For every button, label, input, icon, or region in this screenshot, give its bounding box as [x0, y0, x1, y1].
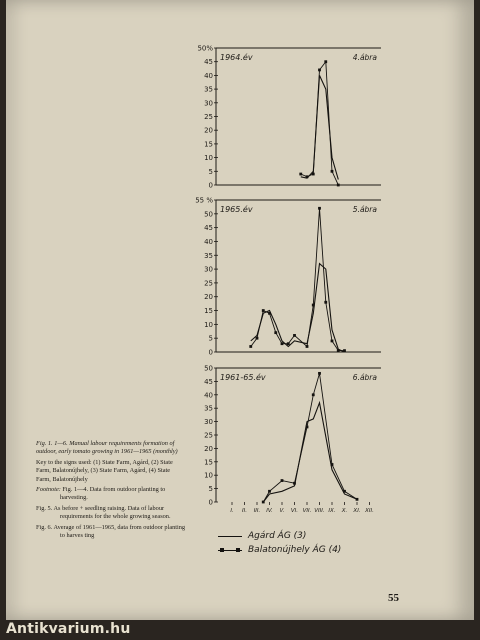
y-tick-label: 20 — [204, 126, 213, 135]
series-marker — [331, 170, 334, 173]
series-marker — [312, 173, 315, 176]
legend — [218, 530, 378, 558]
series-marker — [331, 340, 334, 343]
book-page — [6, 0, 474, 620]
y-tick-label: 45 — [204, 224, 213, 233]
x-tick-label: VIII. — [314, 508, 325, 514]
series-marker — [343, 490, 346, 493]
series-line-2 — [263, 373, 357, 502]
y-tick-label: 40 — [204, 71, 213, 80]
x-tick-label: X. — [341, 508, 348, 514]
series-marker — [343, 349, 346, 352]
y-tick-label: 35 — [204, 251, 213, 260]
series-marker — [337, 349, 340, 352]
series-line-2 — [251, 208, 345, 350]
y-tick-label: 50 — [204, 364, 213, 373]
x-tick-label: XII. — [365, 508, 374, 514]
y-tick-label: 5 — [208, 167, 213, 176]
series-marker — [256, 337, 259, 340]
caption-key: Key to the signs used: (1) State Farm, Agárd, (2) State Farm, Balatonújhely, (3) State Farm, Agárd, (4) State Farm, Balatonújhely — [36, 458, 173, 483]
figure-caption — [36, 440, 186, 542]
footnote-text: Fig. 1—4. Data from outdoor planting to harvesting. — [60, 486, 166, 502]
footnote-label: Footnote: — [36, 486, 61, 494]
series-marker — [249, 345, 252, 348]
y-tick-label: 35 — [204, 85, 213, 94]
y-tick-label: 30 — [204, 418, 213, 427]
series-marker — [262, 309, 265, 312]
y-tick-label: 55 % — [195, 196, 213, 205]
series-marker — [274, 331, 277, 334]
y-tick-label: 40 — [204, 237, 213, 246]
caption-fig6: Fig. 6. Average of 1961—1965, data from outdoor planting to harves ting — [36, 523, 186, 540]
series-marker — [293, 482, 296, 485]
y-tick-label: 10 — [204, 154, 213, 163]
series-line-1 — [301, 75, 339, 179]
y-tick-label: 50% — [197, 44, 213, 53]
series-marker — [268, 490, 271, 493]
y-tick-label: 35 — [204, 404, 213, 413]
y-tick-label: 40 — [204, 391, 213, 400]
panel-title: 1961-65.év — [220, 373, 266, 382]
y-tick-label: 10 — [204, 471, 213, 480]
series-marker — [306, 175, 309, 178]
legend-marker — [220, 548, 224, 552]
series-marker — [318, 69, 321, 72]
panel-figure-label: 4.ábra — [352, 53, 377, 62]
legend-marker — [236, 548, 240, 552]
y-tick-label: 15 — [204, 458, 213, 467]
page-number: 55 — [388, 592, 399, 604]
panel-figure-label: 5.ábra — [352, 205, 377, 214]
x-tick-label: VII. — [302, 508, 312, 514]
series-marker — [293, 334, 296, 337]
series-marker — [318, 372, 321, 375]
series-marker — [312, 393, 315, 396]
series-marker — [287, 342, 290, 345]
y-tick-label: 0 — [208, 348, 213, 357]
y-tick-label: 25 — [204, 279, 213, 288]
legend-item-agard — [218, 530, 378, 544]
legend-item-balatonujhely — [218, 544, 378, 558]
x-tick-label: III. — [253, 508, 261, 514]
x-tick-label: XI. — [353, 508, 361, 514]
panel-figure-label: 6.ábra — [352, 373, 377, 382]
watermark-text: Antikvarium.hu — [6, 621, 131, 637]
x-tick-label: IV. — [266, 508, 273, 514]
series-marker — [306, 426, 309, 429]
legend-label-balatonujhely: Balatonújhely ÁG (4) — [248, 545, 342, 555]
panel-title: 1965.év — [220, 205, 253, 214]
x-tick-label: IX. — [328, 508, 336, 514]
y-tick-label: 30 — [204, 99, 213, 108]
y-tick-label: 30 — [204, 265, 213, 274]
series-marker — [281, 342, 284, 345]
y-tick-label: 5 — [208, 485, 213, 494]
series-marker — [262, 501, 265, 504]
series-marker — [331, 463, 334, 466]
y-tick-label: 15 — [204, 307, 213, 316]
series-marker — [324, 60, 327, 63]
y-tick-label: 20 — [204, 444, 213, 453]
y-tick-label: 45 — [204, 58, 213, 67]
series-marker — [299, 173, 302, 176]
y-tick-label: 25 — [204, 113, 213, 121]
series-marker — [356, 498, 359, 501]
y-tick-label: 50 — [204, 210, 213, 219]
x-tick-label: V. — [279, 508, 285, 514]
y-tick-label: 0 — [208, 181, 213, 190]
y-tick-label: 20 — [204, 293, 213, 302]
panel-title: 1964.év — [220, 53, 253, 62]
series-marker — [306, 345, 309, 348]
x-tick-label: VI. — [290, 508, 299, 514]
caption-footnote — [36, 486, 186, 503]
y-tick-label: 0 — [208, 498, 213, 507]
series-marker — [324, 301, 327, 304]
y-tick-label: 10 — [204, 320, 213, 329]
watermark-bar — [0, 620, 480, 640]
series-marker — [337, 184, 340, 187]
x-tick-label: II. — [242, 508, 247, 514]
caption-fig5: Fig. 5. As before + seedling raising. Data of labour requirements for the whole growing season. — [36, 504, 171, 521]
series-marker — [312, 304, 315, 307]
series-marker — [268, 312, 271, 315]
y-tick-label: 15 — [204, 140, 213, 149]
series-marker — [318, 207, 321, 210]
x-tick-label: I. — [230, 508, 234, 514]
y-tick-label: 45 — [204, 377, 213, 386]
legend-label-agard: Agárd ÁG (3) — [248, 531, 307, 541]
legend-line-plain — [218, 536, 242, 537]
y-tick-label: 5 — [208, 334, 213, 343]
caption-main: Fig. 1. 1—6. Manual labour requirements formation of outdoor, early tomato growing in 1961—1965 (monthly) — [36, 440, 178, 456]
series-marker — [281, 479, 284, 482]
y-tick-label: 25 — [204, 431, 213, 440]
